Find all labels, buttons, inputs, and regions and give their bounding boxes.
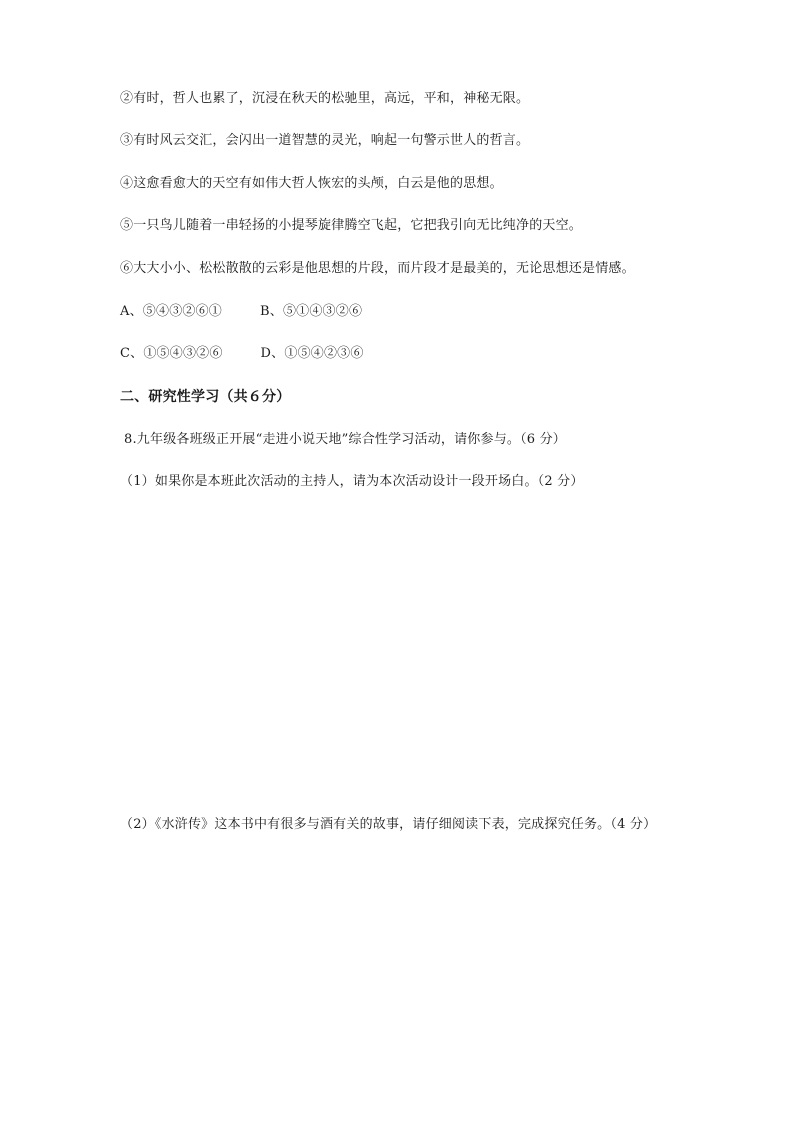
question-8: 8.九年级各班级正开展“走进小说天地”综合性学习活动，请你参与。（6 分） <box>124 432 566 447</box>
option-c: C、①⑤④③②⑥ <box>120 346 223 361</box>
options-row-1 <box>120 303 400 321</box>
sentence-5: ⑤一只鸟儿随着一串轻扬的小提琴旋律腾空飞起，它把我引向无比纯净的天空。 <box>120 218 583 233</box>
option-b: B、⑤①④③②⑥ <box>260 304 363 319</box>
question-8-part-2: （2）《水浒传》这本书中有很多与酒有关的故事，请仔细阅读下表，完成探究任务。（4 分） <box>120 817 657 832</box>
question-8-part-1: （1）如果你是本班此次活动的主持人，请为本次活动设计一段开场白。（2 分） <box>120 474 584 489</box>
options-row-2 <box>120 345 402 363</box>
sentence-6: ⑥大大小小、松松散散的云彩是他思想的片段，而片段才是最美的，无论思想还是情感。 <box>120 261 635 276</box>
sentence-4: ④这愈看愈大的天空有如伟大哲人恢宏的头颅，白云是他的思想。 <box>120 176 503 191</box>
option-d: D、①⑤④②③⑥ <box>260 346 364 361</box>
sentence-2: ②有时，哲人也累了，沉浸在秋天的松驰里，高远，平和，神秘无限。 <box>120 91 530 106</box>
option-a: A、⑤④③②⑥① <box>120 304 222 319</box>
section-title: 二、研究性学习（共６分） <box>120 389 291 405</box>
sentence-3: ③有时风云交汇，会闪出一道智慧的灵光，响起一句警示世人的哲言。 <box>120 133 530 148</box>
